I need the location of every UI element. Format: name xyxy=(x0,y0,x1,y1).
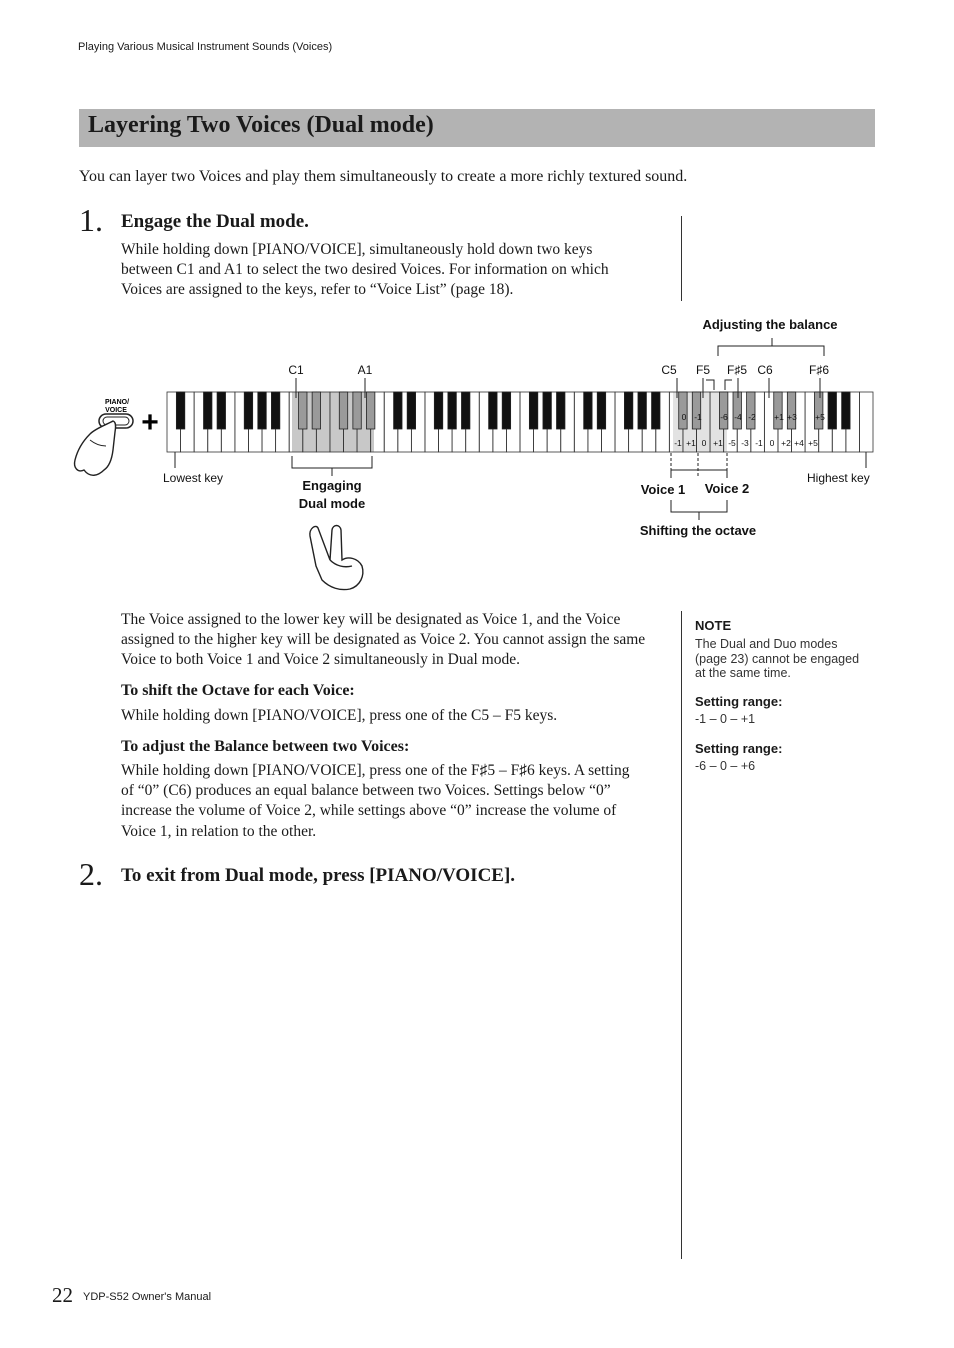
setting-range-octave-value: -1 – 0 – +1 xyxy=(695,712,756,726)
octave-black-value: -1 xyxy=(694,412,702,422)
step-1-line: While holding down [PIANO/VOICE], simultaneously hold down two keys xyxy=(121,241,593,258)
shifting-octave-label: Shifting the octave xyxy=(639,523,757,538)
octave-white-value: +1 xyxy=(713,438,723,448)
balance-black-value: +5 xyxy=(815,412,825,422)
column-divider xyxy=(681,611,682,1259)
black-keys xyxy=(176,392,850,429)
label-fs6: F♯6 xyxy=(808,363,830,377)
black-key xyxy=(299,392,307,429)
explanation-line: Voice to both Voice 1 and Voice 2 simultaneously in Dual mode. xyxy=(121,651,520,669)
step-1-line: Voices are assigned to the keys, refer to “Voice List” (page 18). xyxy=(121,281,514,299)
octave-white-value: 0 xyxy=(701,438,707,448)
note-text xyxy=(695,637,885,681)
black-key xyxy=(842,392,850,429)
voice-designation-paragraph xyxy=(121,610,677,671)
black-key xyxy=(244,392,252,429)
two-finger-hand-icon xyxy=(310,526,363,590)
black-key xyxy=(339,392,347,429)
page-number: 22 xyxy=(52,1283,73,1307)
black-key xyxy=(407,392,415,429)
label-fs5: F♯5 xyxy=(726,363,748,377)
balance-line: Voice 1, in relation to the other. xyxy=(121,822,317,840)
balance-white-value: -5 xyxy=(728,438,736,448)
manual-title: YDP-S52 Owner's Manual xyxy=(83,1291,212,1303)
octave-white-value: -1 xyxy=(674,438,682,448)
setting-range-balance-value: -6 – 0 – +6 xyxy=(695,759,756,773)
black-key xyxy=(652,392,660,429)
balance-line: While holding down [PIANO/VOICE], press one of the F♯5 – F♯6 keys. A setting xyxy=(121,762,630,779)
step-2-number: 2. xyxy=(79,856,103,892)
black-key xyxy=(774,392,782,429)
black-key xyxy=(719,392,727,429)
label-c6: C6 xyxy=(757,363,773,377)
section-title: Layering Two Voices (Dual mode) xyxy=(88,112,434,138)
explanation-line: assigned to the higher key will be designated as Voice 2. You cannot assign the same xyxy=(121,631,646,649)
running-header: Playing Various Musical Instrument Sounds (Voices) xyxy=(78,41,333,53)
black-key xyxy=(638,392,646,429)
black-key xyxy=(584,392,592,429)
balance-white-value: -3 xyxy=(741,438,749,448)
black-key xyxy=(747,392,755,429)
black-key xyxy=(543,392,551,429)
black-key xyxy=(597,392,605,429)
note-line: (page 23) cannot be engaged xyxy=(695,651,860,666)
black-key xyxy=(489,392,497,429)
engaging-label-line-1: Engaging xyxy=(302,478,362,493)
balance-black-value: +1 xyxy=(774,412,784,422)
black-key xyxy=(828,392,836,429)
black-key xyxy=(814,392,822,429)
step-1-line: between C1 and A1 to select the two desired Voices. For information on which xyxy=(121,261,609,279)
black-key xyxy=(692,392,700,429)
explanation-line: The Voice assigned to the lower key will be designated as Voice 1, and the Voice xyxy=(121,611,621,628)
black-key xyxy=(258,392,266,429)
black-key xyxy=(353,392,361,429)
black-key xyxy=(461,392,469,429)
black-key xyxy=(394,392,402,429)
column-divider-top xyxy=(681,216,682,301)
balance-black-value: -4 xyxy=(734,412,742,422)
balance-white-value: 0 xyxy=(769,438,775,448)
note-line: The Dual and Duo modes xyxy=(695,637,838,651)
label-c5: C5 xyxy=(661,363,677,377)
black-key xyxy=(624,392,632,429)
setting-range-octave-title: Setting range: xyxy=(695,694,783,709)
balance-white-value: +5 xyxy=(808,438,818,448)
balance-line: of “0” (C6) produces an equal balance between two Voices. Settings below “0” xyxy=(121,782,611,800)
balance-black-value: -2 xyxy=(748,412,756,422)
black-key xyxy=(529,392,537,429)
black-key xyxy=(434,392,442,429)
step-1-number: 1. xyxy=(79,202,103,238)
black-key xyxy=(448,392,456,429)
balance-white-value: +2 xyxy=(781,438,791,448)
octave-heading: To shift the Octave for each Voice: xyxy=(121,682,355,699)
octave-black-value: 0 xyxy=(681,412,687,422)
black-key xyxy=(733,392,741,429)
black-key xyxy=(679,392,687,429)
label-c1: C1 xyxy=(288,363,304,377)
black-key xyxy=(176,392,184,429)
black-key xyxy=(502,392,510,429)
balance-white-value: -1 xyxy=(755,438,763,448)
black-key xyxy=(787,392,795,429)
intro-paragraph: You can layer two Voices and play them simultaneously to create a more richly textured sound. xyxy=(79,168,688,185)
engaging-label-line-2: Dual mode xyxy=(298,496,366,511)
black-key xyxy=(271,392,279,429)
black-key xyxy=(366,392,374,429)
step-2-heading: To exit from Dual mode, press [PIANO/VOICE]. xyxy=(121,865,516,886)
white-key xyxy=(859,392,873,452)
black-key xyxy=(312,392,320,429)
octave-white-value: +1 xyxy=(686,438,696,448)
balance-heading: To adjust the Balance between two Voices: xyxy=(121,738,410,755)
note-line: at the same time. xyxy=(695,666,791,680)
button-label-line-1: PIANO/ xyxy=(104,399,130,406)
voice-2-label: Voice 2 xyxy=(704,481,750,496)
step-1-heading: Engage the Dual mode. xyxy=(121,211,309,232)
note-title: NOTE xyxy=(695,618,732,633)
balance-white-value: +4 xyxy=(794,438,804,448)
keyboard-diagram xyxy=(0,300,954,600)
pressing-hand-icon xyxy=(75,421,116,475)
voice-1-label: Voice 1 xyxy=(640,482,686,497)
step-1-instructions xyxy=(121,240,681,301)
balance-black-value: -6 xyxy=(720,412,728,422)
label-f5: F5 xyxy=(695,363,711,377)
lowest-key-label: Lowest key xyxy=(163,471,224,485)
plus-sign: + xyxy=(141,406,159,439)
black-key xyxy=(217,392,225,429)
balance-black-value: +3 xyxy=(787,412,797,422)
highest-key-label: Highest key xyxy=(807,471,870,485)
piano-voice-button-illustration xyxy=(75,399,133,475)
setting-range-balance-title: Setting range: xyxy=(695,741,783,756)
balance-instructions xyxy=(121,761,677,842)
black-key xyxy=(204,392,212,429)
black-key xyxy=(557,392,565,429)
balance-line: increase the volume of Voice 2, while settings above “0” increase the volume of xyxy=(121,802,617,820)
adjusting-balance-label: Adjusting the balance xyxy=(702,317,838,332)
octave-instruction: While holding down [PIANO/VOICE], press one of the C5 – F5 keys. xyxy=(121,707,558,724)
button-label-line-2: VOICE xyxy=(105,407,127,414)
section-title-bar xyxy=(79,109,875,147)
label-a1: A1 xyxy=(357,363,373,377)
